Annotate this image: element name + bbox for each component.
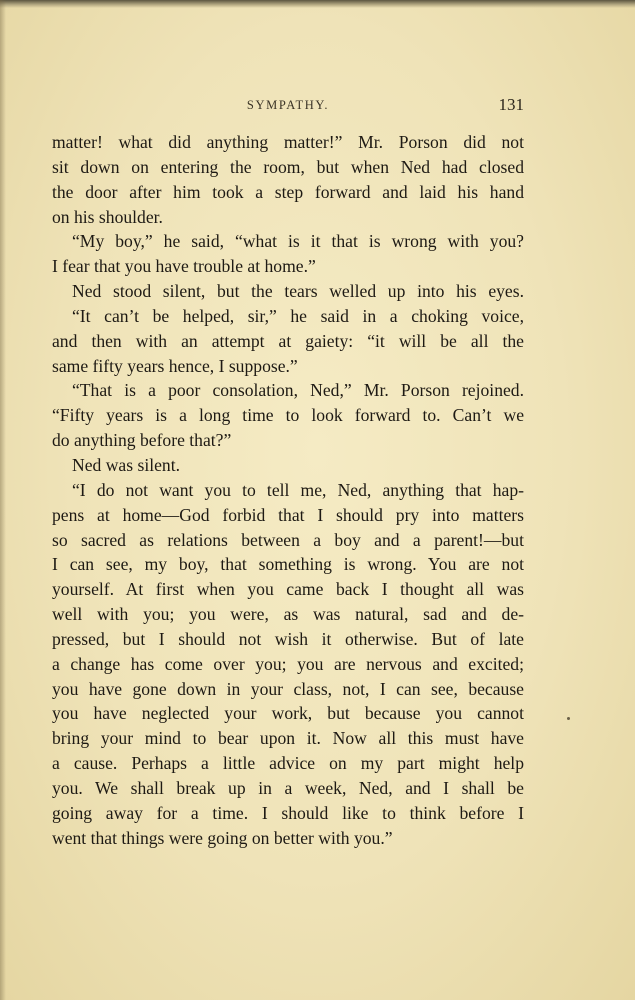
text-line: I can see, my boy, that something is wrong. You are not xyxy=(52,554,524,575)
text-line: Ned stood silent, but the tears welled up into his eyes. xyxy=(72,281,524,302)
text-line: the door after him took a step forward and laid his hand xyxy=(52,181,524,202)
text-line: pressed, but I should not wish it otherwise. But of late xyxy=(52,628,524,649)
text-line: sit down on entering the room, but when Ned had closed xyxy=(52,156,524,177)
text-line: do anything before that?” xyxy=(52,430,232,451)
text-line: pens at home—God forbid that I should pry into matters xyxy=(52,504,524,525)
text-line: you have gone down in your class, not, I can see, because xyxy=(52,678,524,699)
text-line: went that things were going on better with you.” xyxy=(52,827,393,848)
text-line: you have neglected your work, but because you cannot xyxy=(52,703,524,724)
body-text xyxy=(52,130,524,850)
text-line: and then with an attempt at gaiety: “it will be all the xyxy=(52,330,524,351)
text-line: you. We shall break up in a week, Ned, and I shall be xyxy=(52,777,524,798)
text-line: on his shoulder. xyxy=(52,206,163,227)
text-line: yourself. At first when you came back I thought all was xyxy=(52,579,524,600)
text-line: well with you; you were, as was natural, sad and de- xyxy=(52,604,524,625)
text-line: a cause. Perhaps a little advice on my part might help xyxy=(52,753,524,774)
page-gutter-shadow xyxy=(0,0,6,1000)
text-line: “My boy,” he said, “what is it that is wrong with you? xyxy=(72,231,524,252)
running-head: SYMPATHY. xyxy=(246,98,330,112)
text-line: matter! what did anything matter!” Mr. Porson did not xyxy=(52,132,524,152)
text-line: “Fifty years is a long time to look forward to. Can’t we xyxy=(52,405,524,426)
paper-speck xyxy=(567,717,570,720)
text-line: Ned was silent. xyxy=(72,454,180,475)
text-line: bring your mind to bear upon it. Now all this must have xyxy=(52,728,524,749)
page-header xyxy=(52,95,524,117)
page-number: 131 xyxy=(498,95,524,114)
text-line: “That is a poor consolation, Ned,” Mr. Porson rejoined. xyxy=(72,380,524,401)
text-line: going away for a time. I should like to think before I xyxy=(52,802,524,823)
text-line: “It can’t be helped, sir,” he said in a choking voice, xyxy=(72,305,524,326)
text-line: same fifty years hence, I suppose.” xyxy=(52,355,298,376)
text-line: I fear that you have trouble at home.” xyxy=(52,256,316,277)
text-line: a change has come over you; you are nervous and excited; xyxy=(52,653,524,674)
text-line: so sacred as relations between a boy and a parent!—but xyxy=(52,529,524,550)
text-line: “I do not want you to tell me, Ned, anything that hap- xyxy=(72,479,524,500)
page-top-edge xyxy=(0,0,635,8)
